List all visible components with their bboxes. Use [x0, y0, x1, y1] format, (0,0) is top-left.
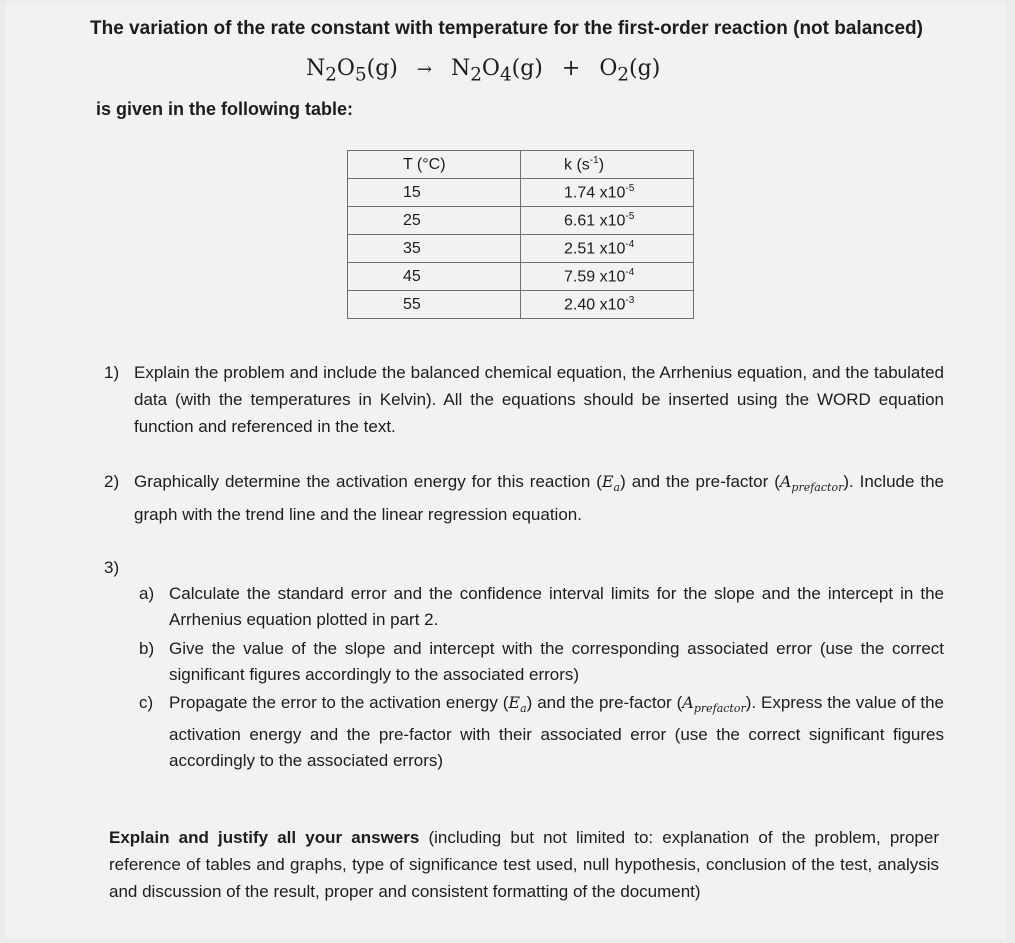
question-3a [139, 581, 944, 633]
question-3c [139, 690, 944, 774]
reaction-equation [306, 56, 660, 85]
question-1-text: Explain the problem and include the balanced chemical equation, the Arrhenius equation, and the tabulated data (with the temperatures in Kelvin). All the equations should be inserted using the WORD equation function and referenced in the text. [134, 363, 944, 436]
rate-constant-cell: 7.59 $x10^{-4}$ [521, 263, 694, 291]
problem-title: The variation of the rate constant with temperature for the first-order reaction (not balanced) [90, 18, 923, 39]
table-row [348, 291, 694, 319]
header-temperature: T (°C) [348, 151, 521, 179]
question-2 [104, 468, 945, 528]
table-row [348, 235, 694, 263]
question-number: 3) [104, 558, 120, 577]
plus-sign: + [561, 56, 581, 81]
instructions-bold: Explain and justify all your answers [109, 828, 420, 847]
subquestion-label: b) [139, 639, 155, 658]
question-3b [139, 636, 944, 688]
product-n2o4: $N_2O_4(g)$ [450, 56, 543, 86]
table-row [348, 263, 694, 291]
table-row [348, 207, 694, 235]
table-header-row [348, 151, 694, 179]
question-number: 2) [104, 472, 120, 491]
instructions-paragraph [109, 824, 939, 905]
rate-constant-cell: 1.74 $x10^{-5}$ [521, 179, 694, 207]
temperature-cell: 55 [348, 291, 521, 319]
table-row [348, 179, 694, 207]
instructions-rest: (including but not limited to: explanation of the problem, proper reference of tables and graphs, type of significance test used, null hypothesis, conclusion of the test, analysis and discussion of the result, proper and consistent formatting of the document) [109, 828, 939, 901]
subquestion-label: a) [139, 584, 155, 603]
question-1 [104, 359, 944, 440]
temperature-cell: 15 [348, 179, 521, 207]
question-3c-text: Propagate the error to the activation energy $(E_a)$ and the pre-factor $(A_{prefactor})$. Express the value of the activation energy and the pre-factor with their associated error (use the correct significant figures accordingly to the associated errors) [169, 693, 944, 771]
temperature-cell: 35 [348, 235, 521, 263]
temperature-cell: 25 [348, 207, 521, 235]
document-page [6, 4, 1006, 939]
question-3a-text: Calculate the standard error and the confidence interval limits for the slope and the intercept in the Arrhenius equation plotted in part 2. [169, 584, 944, 629]
rate-constant-cell: 2.51 $x10^{-4}$ [521, 235, 694, 263]
reaction-arrow: → [416, 59, 432, 80]
rate-constant-cell: 6.61 $x10^{-5}$ [521, 207, 694, 235]
header-rate-constant: k $(s^{-1})$ [521, 151, 694, 179]
rate-constant-cell: 2.40 $x10^{-3}$ [521, 291, 694, 319]
rate-constant-table [347, 150, 694, 319]
intro-text: is given in the following table: [96, 99, 354, 119]
product-o2: $O_2(g)$ [599, 56, 661, 86]
subquestion-label: c) [139, 693, 154, 712]
question-2-text: Graphically determine the activation energy for this reaction $(E_a)$ and the pre-factor $(A_{prefactor})$. Include the graph with the trend line and the linear regression equation. [134, 472, 945, 525]
reactant-n2o5: $N_2O_5(g)$ [306, 56, 398, 86]
question-3b-text: Give the value of the slope and intercept with the corresponding associated error (use the correct significant figures accordingly to the associated errors) [169, 639, 944, 684]
question-number: 1) [104, 363, 120, 382]
temperature-cell: 45 [348, 263, 521, 291]
